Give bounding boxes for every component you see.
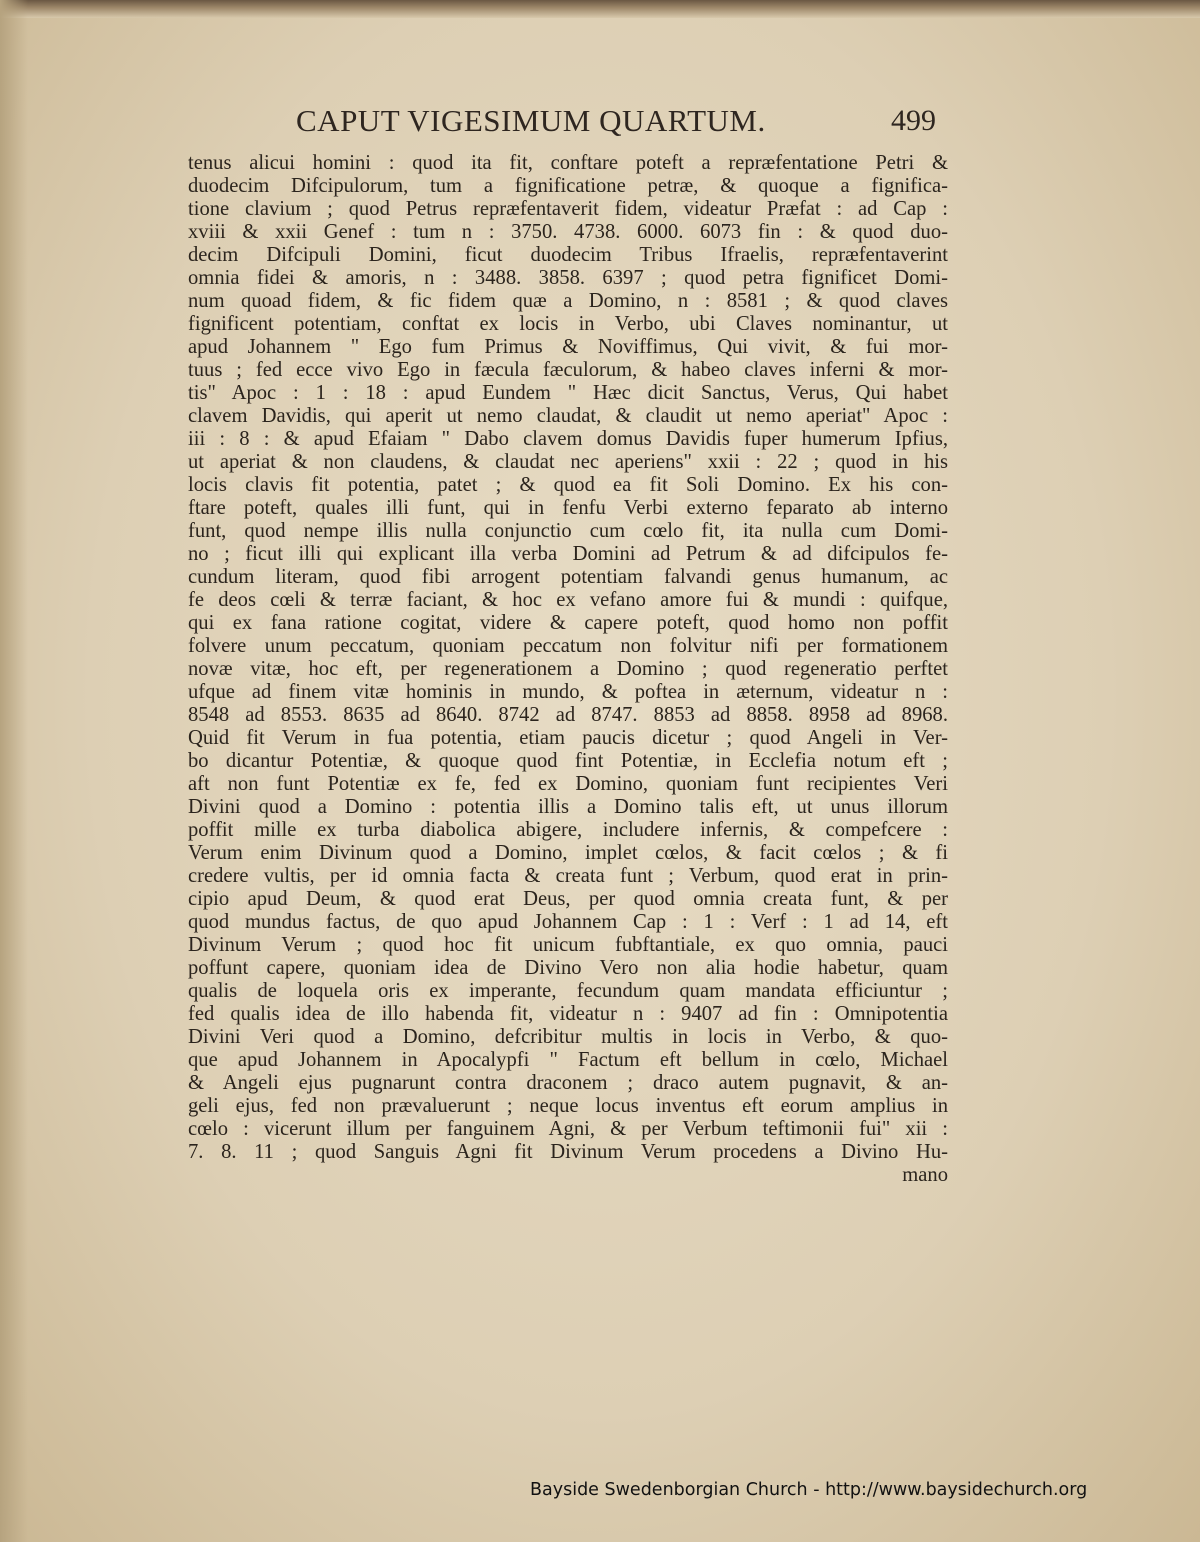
text-line: no ; ficut illi qui explicant illa verba Domini ad Petrum & ad difcipulos fe- — [188, 543, 948, 565]
text-line: duodecim Difcipulorum, tum a fignificatione petræ, & quoque a fignifica- — [188, 175, 948, 197]
text-line: folvere unum peccatum, quoniam peccatum non folvitur nifi per formationem — [188, 635, 948, 657]
text-line: apud Johannem " Ego fum Primus & Noviffimus, Qui vivit, & fui mor- — [188, 336, 948, 358]
body-text — [188, 152, 948, 1187]
text-line: 7. 8. 11 ; quod Sanguis Agni fit Divinum Verum procedens a Divino Hu- — [188, 1141, 948, 1163]
text-line: iii : 8 : & apud Efaiam " Dabo clavem domus Davidis fuper humerum Ipfius, — [188, 428, 948, 450]
text-line: quod mundus factus, de quo apud Johannem Cap : 1 : Verf : 1 ad 14, eft — [188, 911, 948, 933]
text-line: decim Difcipuli Domini, ficut duodecim Tribus Ifraelis, repræfentaverint — [188, 244, 948, 266]
text-line: fe deos cœli & terræ faciant, & hoc ex vefano amore fui & mundi : quifque, — [188, 589, 948, 611]
text-line: bo dicantur Potentiæ, & quoque quod fint Potentiæ, in Ecclefia notum eft ; — [188, 750, 948, 772]
text-line: tuus ; fed ecce vivo Ego in fæcula fæculorum, & habeo claves inferni & mor- — [188, 359, 948, 381]
credit-watermark: Bayside Swedenborgian Church - http://www.baysidechurch.org — [530, 1480, 1088, 1500]
text-line: novæ vitæ, hoc eft, per regenerationem a Domino ; quod regeneratio perftet — [188, 658, 948, 680]
text-line: poffit mille ex turba diabolica abigere, includere infernis, & compefcere : — [188, 819, 948, 841]
text-line: cipio apud Deum, & quod erat Deus, per quod omnia creata funt, & per — [188, 888, 948, 910]
text-line: tenus alicui homini : quod ita fit, conftare poteft a repræfentatione Petri & — [188, 152, 948, 174]
text-line: credere vultis, per id omnia facta & creata funt ; Verbum, quod erat in prin- — [188, 865, 948, 887]
text-line: qualis de loquela oris ex imperante, fecundum quam mandata efficiuntur ; — [188, 980, 948, 1002]
text-line: cundum literam, quod fibi arrogent potentiam falvandi genus humanum, ac — [188, 566, 948, 588]
page-number: 499 — [891, 104, 936, 137]
page-top-edge — [0, 0, 1200, 18]
text-line: qui ex fana ratione cogitat, videre & capere poteft, quod homo non poffit — [188, 612, 948, 634]
text-line: Quid fit Verum in fua potentia, etiam paucis dicetur ; quod Angeli in Ver- — [188, 727, 948, 749]
running-head: CAPUT VIGESIMUM QUARTUM. — [296, 103, 766, 138]
text-line: Divini Veri quod a Domino, defcribitur multis in locis in Verbo, & quo- — [188, 1026, 948, 1048]
text-line: tis" Apoc : 1 : 18 : apud Eundem " Hæc dicit Sanctus, Verus, Qui habet — [188, 382, 948, 404]
page-header — [296, 103, 936, 147]
text-line: num quoad fidem, & fic fidem quæ a Domino, n : 8581 ; & quod claves — [188, 290, 948, 312]
text-line: cœlo : vicerunt illum per fanguinem Agni, & per Verbum teftimonii fui" xii : — [188, 1118, 948, 1140]
text-line: funt, quod nempe illis nulla conjunctio cum cœlo fit, ita nulla cum Domi- — [188, 520, 948, 542]
text-line: Divinum Verum ; quod hoc fit unicum fubftantiale, ex quo omnia, pauci — [188, 934, 948, 956]
text-line: 8548 ad 8553. 8635 ad 8640. 8742 ad 8747. 8853 ad 8858. 8958 ad 8968. — [188, 704, 948, 726]
text-line: fed qualis idea de illo habenda fit, videatur n : 9407 ad fin : Omnipotentia — [188, 1003, 948, 1025]
text-line: aft non funt Potentiæ ex fe, fed ex Domino, quoniam funt recipientes Veri — [188, 773, 948, 795]
text-line: locis clavis fit potentia, patet ; & quod ea fit Soli Domino. Ex his con- — [188, 474, 948, 496]
text-line: tione clavium ; quod Petrus repræfentaverit fidem, videatur Præfat : ad Cap : — [188, 198, 948, 220]
text-line: ut aperiat & non claudens, & claudat nec aperiens" xxii : 22 ; quod in his — [188, 451, 948, 473]
text-line: mano — [902, 1164, 948, 1186]
text-line: fignificent potentiam, conftat ex locis in Verbo, ubi Claves nominantur, ut — [188, 313, 948, 335]
text-line: Divini quod a Domino : potentia illis a Domino talis eft, ut unus illorum — [188, 796, 948, 818]
text-line: ftare poteft, quales illi funt, qui in fenfu Verbi externo feparato ab interno — [188, 497, 948, 519]
text-line: & Angeli ejus pugnarunt contra draconem ; draco autem pugnavit, & an- — [188, 1072, 948, 1094]
text-line: ufque ad finem vitæ hominis in mundo, & poftea in æternum, videatur n : — [188, 681, 948, 703]
text-line: que apud Johannem in Apocalypfi " Factum eft bellum in cœlo, Michael — [188, 1049, 948, 1071]
text-line: geli ejus, fed non prævaluerunt ; neque locus inventus eft eorum amplius in — [188, 1095, 948, 1117]
binding-shadow — [0, 0, 28, 1542]
text-line: clavem Davidis, qui aperit ut nemo claudat, & claudit ut nemo aperiat" Apoc : — [188, 405, 948, 427]
text-line: omnia fidei & amoris, n : 3488. 3858. 6397 ; quod petra fignificet Domi- — [188, 267, 948, 289]
text-line: poffunt capere, quoniam idea de Divino Vero non alia hodie habetur, quam — [188, 957, 948, 979]
text-line: xviii & xxii Genef : tum n : 3750. 4738. 6000. 6073 fin : & quod duo- — [188, 221, 948, 243]
text-line: Verum enim Divinum quod a Domino, implet cœlos, & facit cœlos ; & fi — [188, 842, 948, 864]
